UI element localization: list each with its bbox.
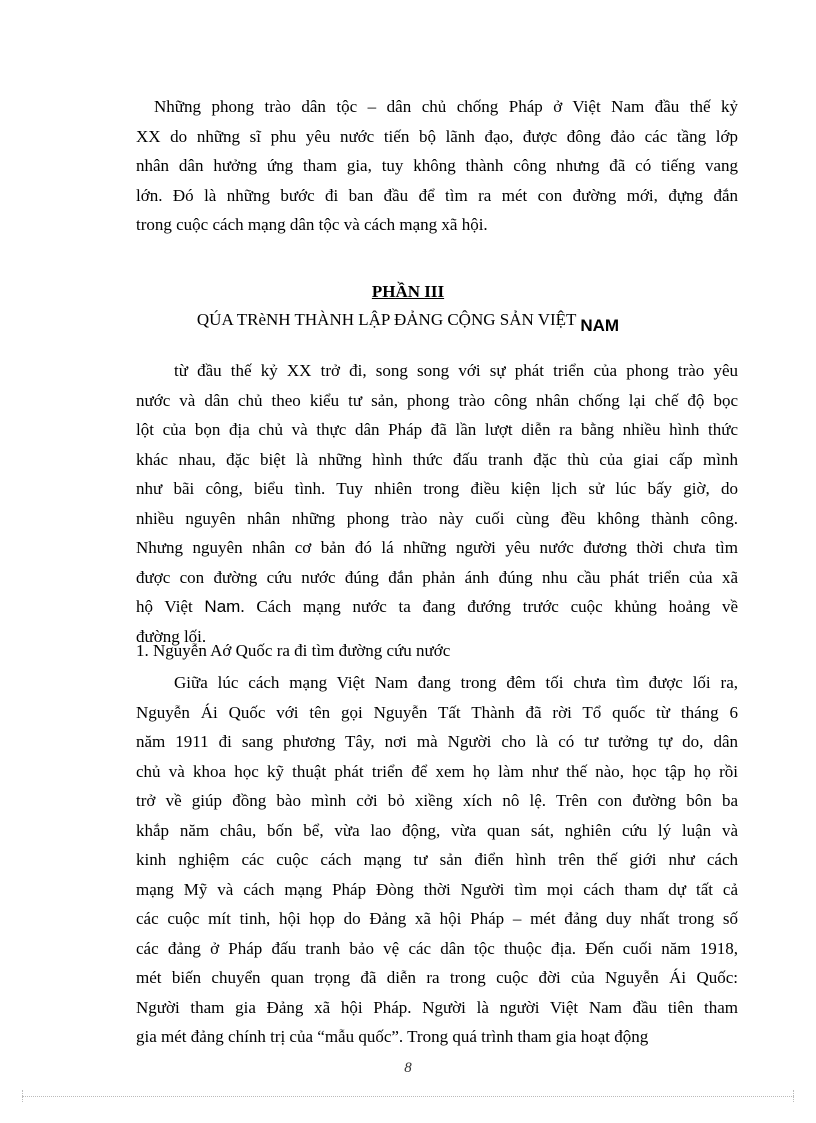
text-line: từ đầu thế kỷ XX trở đi, song song với sự phát triển của phong trào yêu — [174, 361, 738, 380]
text-line: năm 1911 đi sang phương Tây, nơi mà Người cho là có tư tưởng tự do, dân — [136, 732, 738, 751]
subsection-heading: 1. Nguyễn Aớ Quốc ra đi tìm đường cứu nước — [136, 641, 451, 660]
footer-corner-mark — [22, 1090, 35, 1102]
paragraph-intro — [136, 92, 738, 240]
text-line: nhiều nguyên nhân những phong trào này cuối cùng đều không thành công. — [136, 508, 738, 528]
text-line: Người tham gia Đảng xã hội Pháp. Người là người Việt Nam đầu tiên tham — [136, 997, 738, 1017]
page-number: 8 — [404, 1060, 412, 1076]
text-line: kinh nghiệm các cuộc cách mạng tư sản điển hình trên thế giới như cách — [136, 850, 738, 869]
paragraph-nguyen-ai-quoc — [136, 668, 738, 1052]
text-span: Nam — [204, 597, 241, 616]
subtitle-tail: NAM — [580, 316, 620, 335]
text-line: được con đường cứu nước đúng đắn phản ánh đúng nhu cầu phát triển của xã — [136, 567, 738, 587]
text-line: các cuộc mít tinh, hội họp do Đảng xã hội Pháp – mét đảng duy nhất trong số — [136, 909, 738, 928]
text-line: như bãi công, biểu tình. Tuy nhiên trong điều kiện lịch sử lúc bấy giờ, do — [136, 479, 738, 498]
subtitle-main: QÚA TRèNH THÀNH LẬP ĐẢNG CỘNG SẢN VIỆT — [196, 310, 581, 329]
text-line: XX do những sĩ phu yêu nước tiến bộ lãnh đạo, được đông đảo các tầng lớp — [136, 126, 738, 146]
text-line: nhân dân hưởng ứng tham gia, tuy không thành công nhưng đã có tiếng vang — [136, 156, 738, 175]
text-span: . Cách mạng nước ta đang đướng trước cuộc khủng hoảng về — [240, 597, 738, 616]
text-line: trong cuộc cách mạng dân tộc và cách mạng xã hội. — [136, 215, 488, 234]
text-line: mạng Mỹ và cách mạng Pháp Đòng thời Người tìm mọi cách tham dự tất cả — [136, 879, 738, 899]
text-line: đường lối. — [136, 626, 207, 646]
text-line: Nhưng nguyên nhân cơ bản đó lá những người yêu nước đương thời chưa tìm — [136, 538, 738, 557]
text-line: chủ và khoa học kỹ thuật phát triển để xem họ làm như thế nào, học tập họ rồi — [136, 761, 738, 781]
footer-corner-mark — [781, 1090, 794, 1102]
text-line: Những phong trào dân tộc – dân chủ chống Pháp ở Việt Nam đầu thế kỷ — [154, 97, 738, 116]
footer-divider — [22, 1096, 794, 1097]
text-line: khác nhau, đặc biệt là những hình thức đấu tranh đặc thù của giai cấp mình — [136, 449, 738, 469]
text-line: khắp năm châu, bốn bể, vừa lao động, vừa quan sát, nghiên cứu lý luận và — [136, 820, 738, 840]
text-line: các đảng ở Pháp đấu tranh bảo vệ các dân tộc thuộc địa. Đến cuối năm 1918, — [136, 938, 738, 958]
section-subtitle — [0, 310, 816, 335]
paragraph-workers-movement — [136, 356, 738, 651]
text-line — [136, 592, 738, 622]
text-span: hộ Việt — [136, 597, 205, 616]
text-line: Giữa lúc cách mạng Việt Nam đang trong đêm tối chưa tìm được lối ra, — [174, 673, 738, 692]
section-title: PHẦN III — [371, 282, 445, 301]
text-line: trở về giúp đồng bào mình cởi bỏ xiềng xích nô lệ. Trên con đường bôn ba — [136, 791, 738, 810]
text-line: Nguyễn Ái Quốc với tên gọi Nguyễn Tất Thành đã rời Tổ quốc từ tháng 6 — [136, 702, 738, 722]
text-line: mét biến chuyển quan trọng đã diễn ra trong cuộc đời của Nguyễn Ái Quốc: — [136, 968, 738, 987]
text-line: nước và dân chủ theo kiểu tư sản, phong trào công nhân chống lại chế độ bọc — [136, 390, 738, 410]
text-line: lột của bọn địa chủ và thực dân Pháp đã lần lượt diễn ra bằng nhiều hình thức — [136, 420, 738, 439]
text-line: gia mét đảng chính trị của “mẫu quốc”. Trong quá trình tham gia hoạt động — [136, 1027, 649, 1046]
text-line: lớn. Đó là những bước đi ban đầu để tìm ra mét con đường mới, đựng đắn — [136, 185, 738, 205]
